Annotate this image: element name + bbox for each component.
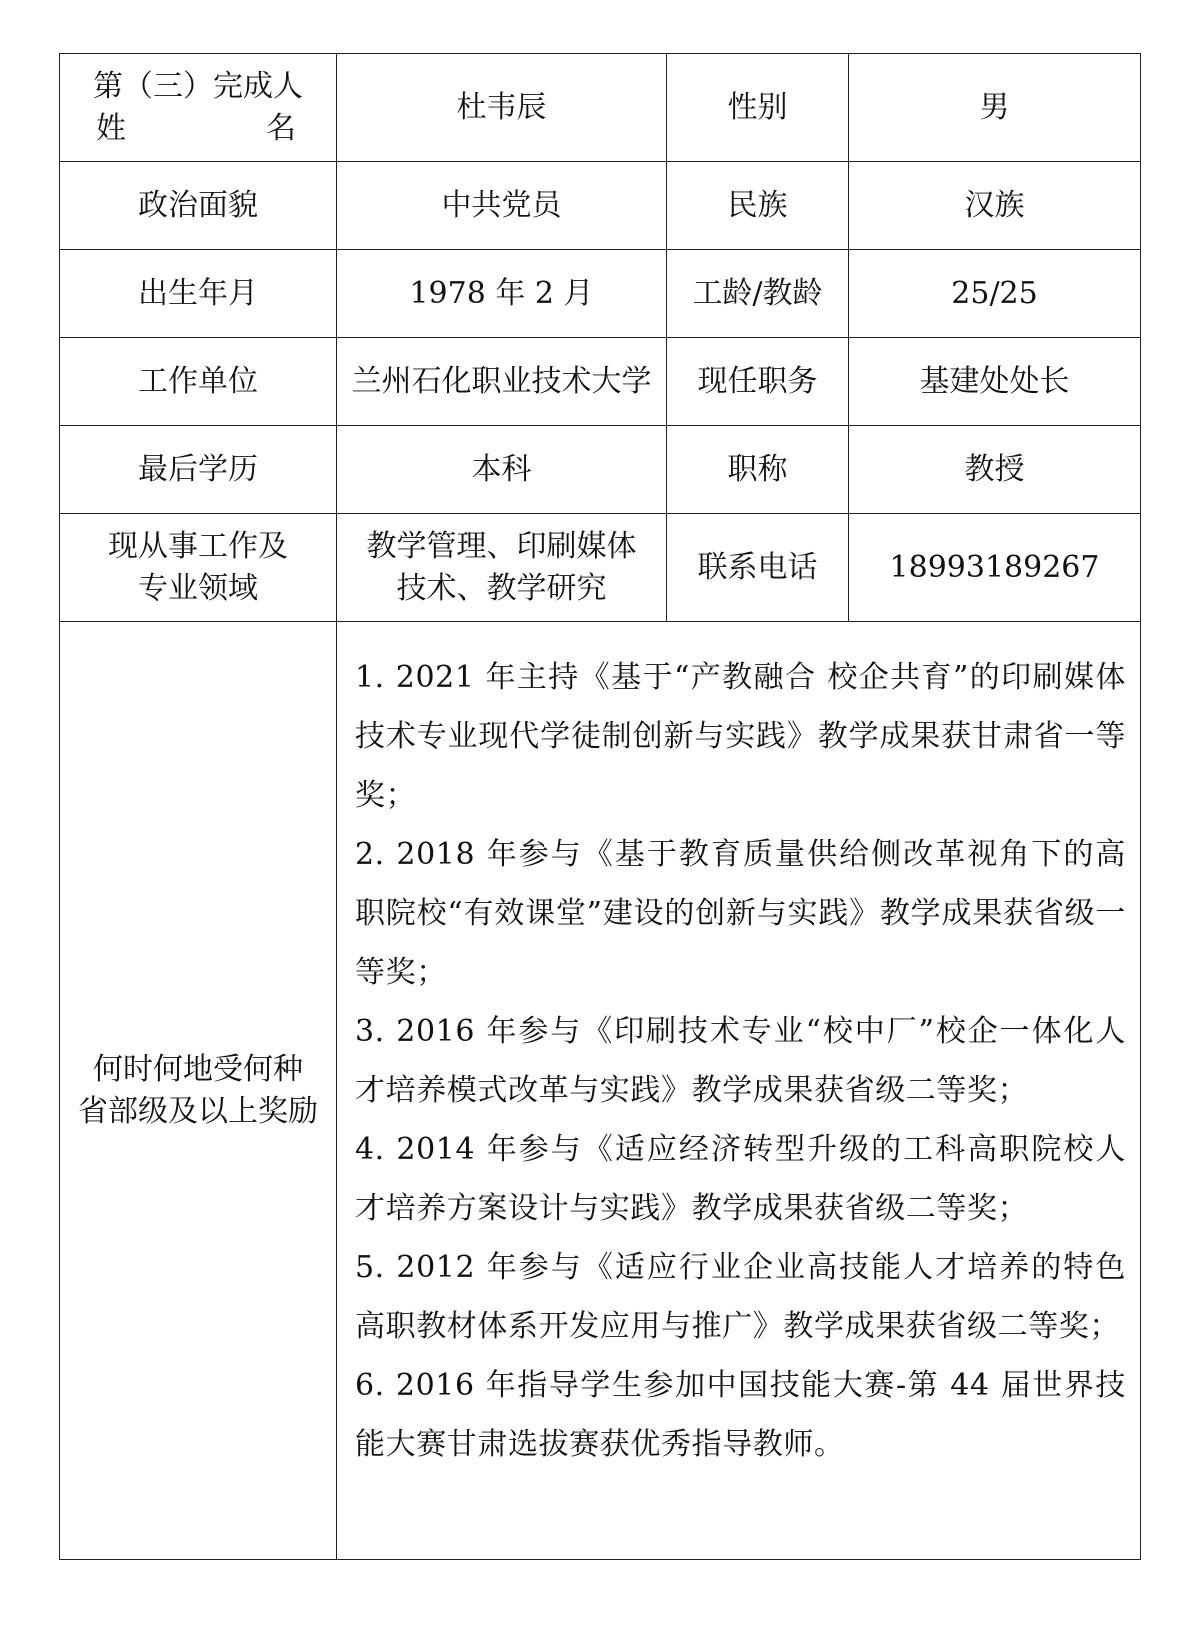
political-status-value: 中共党员 [337,162,667,250]
table-row [60,250,1141,338]
work-field-label-line2: 专业领域 [138,570,258,606]
title-value: 教授 [849,426,1141,514]
award-item: 4. 2014 年参与《适应经济转型升级的工科高职院校人才培养方案设计与实践》教学成果获省级二等奖； [355,1132,1126,1226]
gender-label: 性别 [667,54,849,162]
personal-info-table [59,53,1141,1560]
birth-date-label: 出生年月 [60,250,337,338]
ethnicity-label: 民族 [667,162,849,250]
name-label-cell [60,54,337,162]
awards-list [337,622,1141,1560]
work-field-value-line2: 技术、教学研究 [396,570,607,606]
completer-label: 第（三）完成人 [93,68,303,104]
award-item: 2. 2018 年参与《基于教育质量供给侧改革视角下的高职院校“有效课堂”建设的创新与实践》教学成果获省级一等奖； [355,837,1126,990]
name-label-part-b: 名 [266,110,296,146]
work-field-label-line1: 现从事工作及 [108,528,288,564]
service-years-value: 25/25 [849,250,1141,338]
name-value: 杜韦辰 [337,54,667,162]
ethnicity-value: 汉族 [849,162,1141,250]
name-label [60,108,336,150]
position-value: 基建处处长 [849,338,1141,426]
awards-label [60,622,337,1560]
award-item: 5. 2012 年参与《适应行业企业高技能人才培养的特色高职教材体系开发应用与推广》教学成果获省级二等奖； [355,1250,1126,1344]
phone-value: 18993189267 [849,514,1141,622]
name-label-part-a: 姓 [96,110,126,146]
table-row [60,622,1141,1560]
table-row [60,338,1141,426]
political-status-label: 政治面貌 [60,162,337,250]
work-field-value-line1: 教学管理、印刷媒体 [366,528,637,564]
table-row [60,514,1141,622]
work-field-value [337,514,667,622]
award-item: 1. 2021 年主持《基于“产教融合 校企共育”的印刷媒体技术专业现代学徒制创新与实践》教学成果获甘肃省一等奖； [355,660,1126,813]
service-years-label: 工龄/教龄 [667,250,849,338]
table-row [60,54,1141,162]
title-label: 职称 [667,426,849,514]
work-field-label [60,514,337,622]
table-row [60,426,1141,514]
employer-label: 工作单位 [60,338,337,426]
birth-date-value: 1978 年 2 月 [337,250,667,338]
award-item: 3. 2016 年参与《印刷技术专业“校中厂”校企一体化人才培养模式改革与实践》教学成果获省级二等奖； [355,1014,1126,1108]
awards-label-line2: 省部级及以上奖励 [78,1093,318,1129]
phone-label: 联系电话 [667,514,849,622]
position-label: 现任职务 [667,338,849,426]
education-value: 本科 [337,426,667,514]
employer-value: 兰州石化职业技术大学 [337,338,667,426]
table-row [60,162,1141,250]
education-label: 最后学历 [60,426,337,514]
award-item: 6. 2016 年指导学生参加中国技能大赛-第 44 届世界技能大赛甘肃选拔赛获优秀指导教师。 [355,1368,1126,1462]
awards-label-line1: 何时何地受何种 [93,1051,303,1087]
gender-value: 男 [849,54,1141,162]
